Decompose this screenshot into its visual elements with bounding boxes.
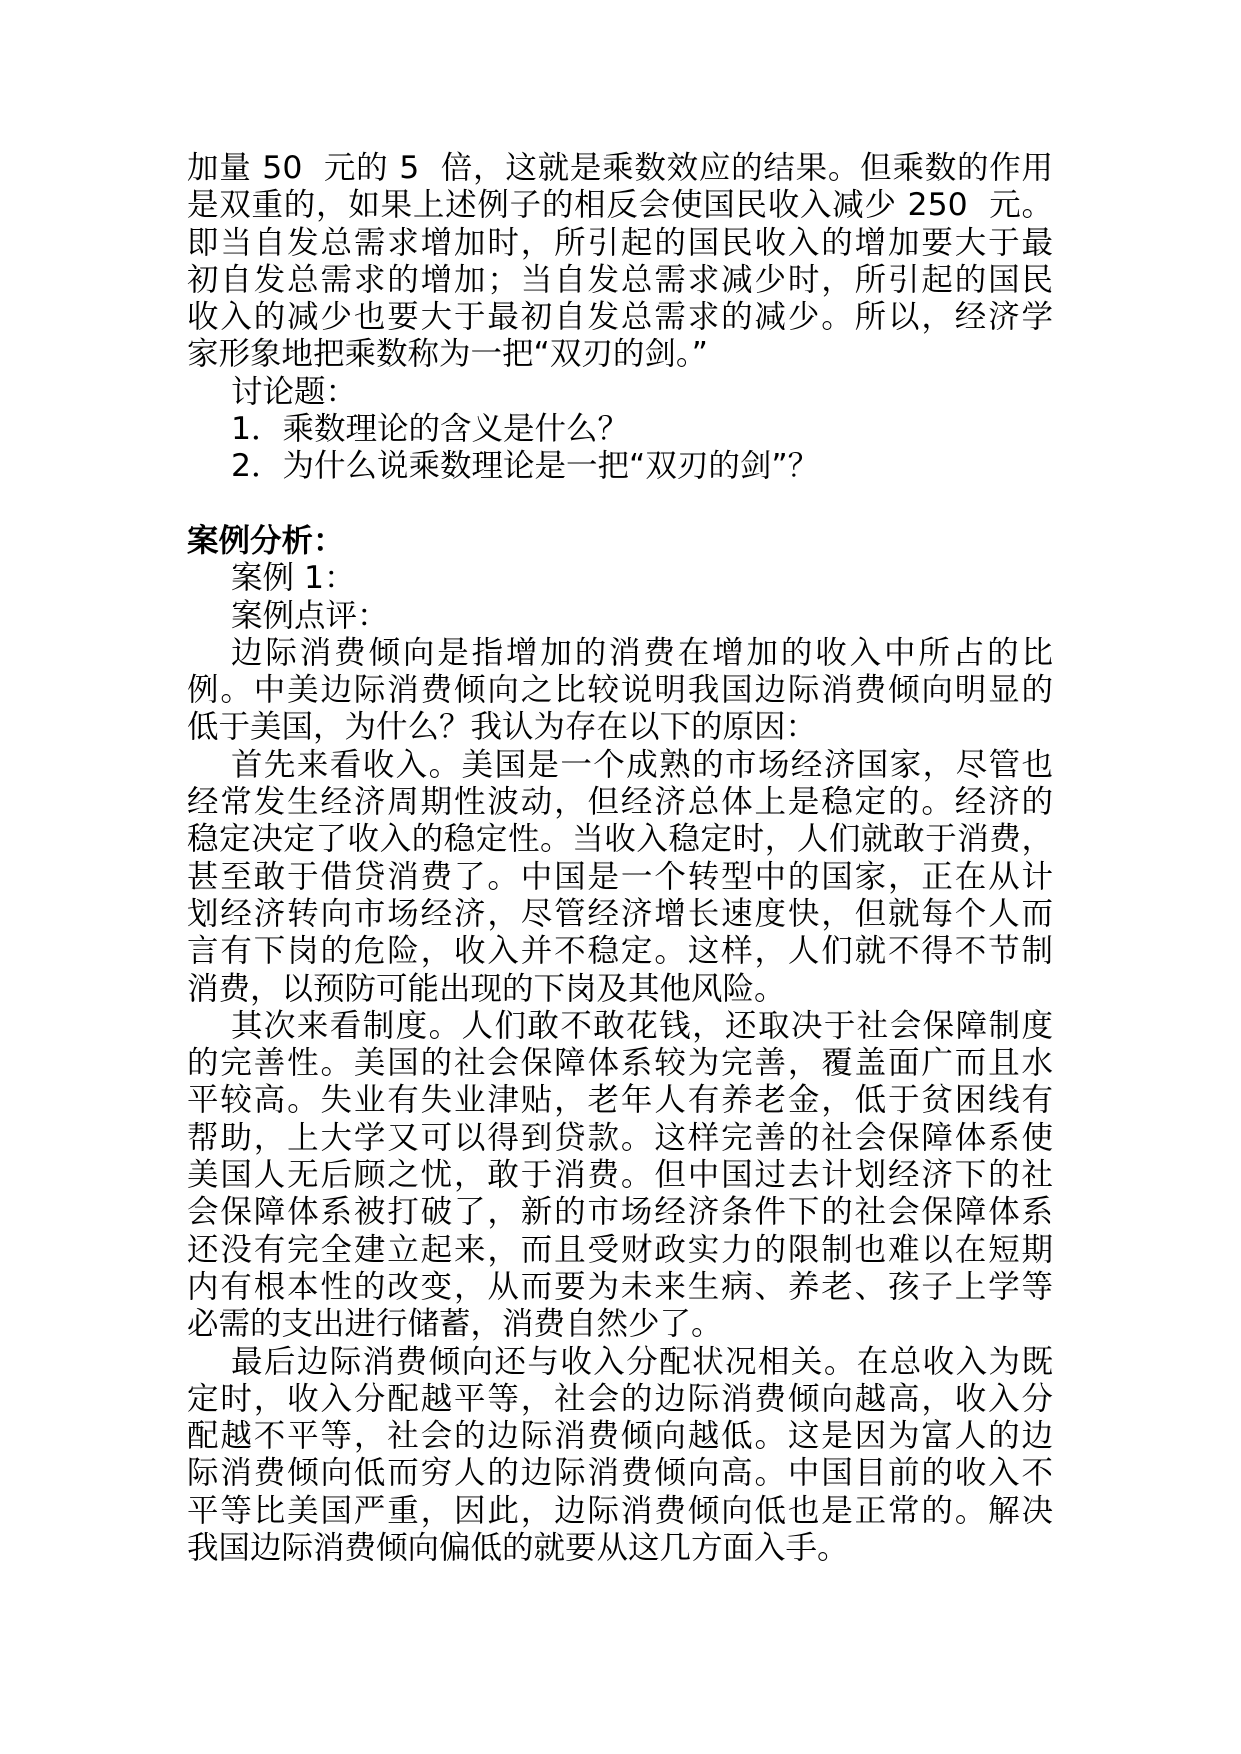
intro-paragraph <box>187 150 1053 374</box>
discussion-heading: 讨论题： <box>231 373 358 410</box>
paragraph <box>187 1344 1053 1568</box>
review-label: 案例点评： <box>231 597 389 634</box>
blank-line <box>187 486 1053 523</box>
body-text-line: 帮助，上大学又可以得到贷款。这样完善的社会保障体系使 <box>187 1119 1053 1156</box>
body-text-line: 加量 50 元的 5 倍，这就是乘数效应的结果。但乘数的作用 <box>187 150 1053 186</box>
body-text-line: 会保障体系被打破了，新的市场经济条件下的社会保障体系 <box>187 1194 1053 1231</box>
body-text-line: 其次来看制度。人们敢不敢花钱，还取决于社会保障制度 <box>231 1007 1053 1044</box>
body-text-line: 必需的支出进行储蓄，消费自然少了。 <box>187 1306 723 1343</box>
body-text-line: 稳定决定了收入的稳定性。当收入稳定时，人们就敢于消费， <box>187 821 1053 858</box>
body-text-line: 边际消费倾向是指增加的消费在增加的收入中所占的比 <box>231 634 1053 671</box>
body-text-line: 内有根本性的改变，从而要为未来生病、养老、孩子上学等 <box>187 1268 1053 1305</box>
body-text-line: 定时，收入分配越平等，社会的边际消费倾向越高，收入分 <box>187 1380 1053 1417</box>
body-text-line: 的完善性。美国的社会保障体系较为完善，覆盖面广而且水 <box>187 1045 1053 1082</box>
body-text-line: 际消费倾向低而穷人的边际消费倾向高。中国目前的收入不 <box>187 1455 1053 1492</box>
body-text-line: 美国人无后顾之忧，敢于消费。但中国过去计划经济下的社 <box>187 1157 1053 1194</box>
discussion-question: 2．为什么说乘数理论是一把“双刃的剑”？ <box>231 448 820 485</box>
discussion-question: 1．乘数理论的含义是什么？ <box>231 411 630 448</box>
body-text-line: 经常发生经济周期性波动，但经济总体上是稳定的。经济的 <box>187 784 1053 821</box>
body-text-line: 最后边际消费倾向还与收入分配状况相关。在总收入为既 <box>231 1343 1053 1380</box>
body-text-line: 初自发总需求的增加；当自发总需求减少时，所引起的国民 <box>187 261 1053 298</box>
body-text-line: 消费，以预防可能出现的下岗及其他风险。 <box>187 970 786 1007</box>
section-heading: 案例分析： <box>187 522 345 559</box>
body-text-line: 言有下岗的危险，收入并不稳定。这样，人们就不得不节制 <box>187 933 1053 970</box>
body-text-line: 甚至敢于借贷消费了。中国是一个转型中的国家，正在从计 <box>187 858 1053 895</box>
document-page <box>187 150 1053 1567</box>
case-label: 案例 1： <box>231 560 356 597</box>
case-analysis-section <box>187 523 1053 1567</box>
body-text-line: 划经济转向市场经济，尽管经济增长速度快，但就每个人而 <box>187 895 1053 932</box>
body-text-line: 收入的减少也要大于最初自发总需求的减少。所以，经济学 <box>187 299 1053 336</box>
body-text-line: 配越不平等，社会的边际消费倾向越低。这是因为富人的边 <box>187 1418 1053 1455</box>
paragraph <box>187 635 1053 747</box>
body-text-line: 首先来看收入。美国是一个成熟的市场经济国家，尽管也 <box>231 746 1053 783</box>
body-text-line: 家形象地把乘数称为一把“双刃的剑。” <box>187 336 708 373</box>
body-text-line: 例。中美边际消费倾向之比较说明我国边际消费倾向明显的 <box>187 672 1053 709</box>
body-text-line: 低于美国，为什么？我认为存在以下的原因： <box>187 709 818 746</box>
body-text-line: 平等比美国严重，因此，边际消费倾向低也是正常的。解决 <box>187 1492 1053 1529</box>
body-text-line: 即当自发总需求增加时，所引起的国民收入的增加要大于最 <box>187 224 1053 261</box>
discussion-block <box>187 374 1053 486</box>
body-text-line: 是双重的，如果上述例子的相反会使国民收入减少 250 元。 <box>187 187 1053 224</box>
body-text-line: 平较高。失业有失业津贴，老年人有养老金，低于贫困线有 <box>187 1082 1053 1119</box>
body-text-line: 还没有完全建立起来，而且受财政实力的限制也难以在短期 <box>187 1231 1053 1268</box>
body-text-line: 我国边际消费倾向偏低的就要从这几方面入手。 <box>187 1529 849 1566</box>
paragraph <box>187 747 1053 1008</box>
paragraph <box>187 1008 1053 1344</box>
